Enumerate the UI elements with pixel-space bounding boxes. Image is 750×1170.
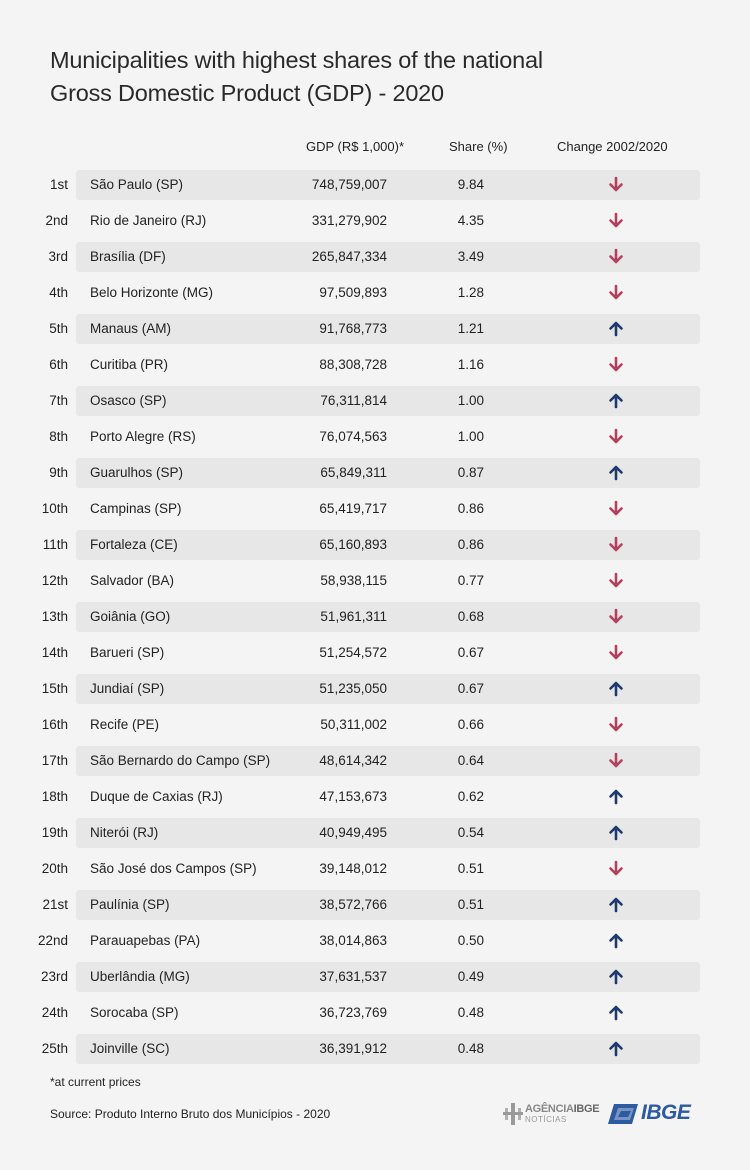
table-row [0,674,750,704]
agencia-ibge-logo [503,1102,601,1128]
row-share: 0.48 [457,1041,484,1056]
arrow-down-icon [607,535,625,555]
arrow-down-icon [607,211,625,231]
table-row [0,314,750,344]
table-row [0,422,750,452]
arrow-up-icon [607,463,625,483]
arrow-down-icon [607,499,625,519]
row-city: São José dos Campos (SP) [90,861,257,876]
row-city: Brasília (DF) [90,249,166,264]
row-rank: 4th [49,285,68,300]
row-gdp: 40,949,495 [319,825,387,840]
row-gdp: 58,938,115 [320,573,387,588]
row-rank: 18th [41,789,68,804]
table-row [0,638,750,668]
row-city: Paulínia (SP) [90,897,170,912]
row-gdp: 91,768,773 [319,321,387,336]
row-share: 0.49 [457,969,484,984]
table-row [0,962,750,992]
row-city: Curitiba (PR) [90,357,169,372]
table-row [0,170,750,200]
table-row [0,926,750,956]
table-row [0,386,750,416]
row-gdp: 65,419,717 [319,501,387,516]
row-share: 1.28 [457,285,484,300]
row-share: 0.64 [457,753,484,768]
arrow-up-icon [607,823,625,843]
row-share: 0.48 [457,1005,484,1020]
row-rank: 15th [41,681,68,696]
row-share: 1.21 [457,321,484,336]
row-gdp: 50,311,002 [320,717,387,732]
row-gdp: 39,148,012 [319,861,387,876]
row-gdp: 331,279,902 [311,213,387,228]
table-row [0,530,750,560]
footnote: *at current prices [50,1075,141,1089]
row-gdp: 36,723,769 [319,1005,387,1020]
row-gdp: 65,849,311 [320,465,387,480]
row-city: São Paulo (SP) [90,177,184,192]
table-row [0,998,750,1028]
table-row [0,602,750,632]
row-city: Salvador (BA) [90,573,175,588]
table-row [0,890,750,920]
table-row [0,494,750,524]
row-share: 3.49 [457,249,484,264]
row-city: Porto Alegre (RS) [90,429,196,444]
arrow-up-icon [607,931,625,951]
row-rank: 1st [49,177,68,192]
row-rank: 22nd [37,933,68,948]
row-city: São Bernardo do Campo (SP) [90,753,271,768]
arrow-up-icon [607,967,625,987]
row-city: Guarulhos (SP) [90,465,184,480]
table-row [0,854,750,884]
table-row [0,1034,750,1064]
row-gdp: 76,074,563 [319,429,387,444]
row-city: Manaus (AM) [90,321,172,336]
arrow-up-icon [607,679,625,699]
row-city: Goiânia (GO) [90,609,171,624]
row-share: 0.77 [457,573,484,588]
row-rank: 7th [49,393,68,408]
ibge-logo [608,1101,703,1127]
ibge-logo-icon [608,1104,638,1124]
arrow-down-icon [607,283,625,303]
row-rank: 19th [41,825,68,840]
arrow-down-icon [607,859,625,879]
table-row [0,278,750,308]
arrow-down-icon [607,643,625,663]
arrow-up-icon [607,319,625,339]
row-city: Osasco (SP) [90,393,167,408]
arrow-down-icon [607,571,625,591]
arrow-down-icon [607,175,625,195]
arrow-down-icon [607,247,625,267]
row-city: Uberlândia (MG) [90,969,190,984]
arrow-down-icon [607,355,625,375]
row-share: 0.67 [457,681,484,696]
page-title [50,44,710,110]
row-rank: 6th [49,357,68,372]
agencia-logo-icon [503,1103,523,1125]
row-city: Recife (PE) [90,717,160,732]
column-header-change: Change 2002/2020 [557,139,668,154]
arrow-up-icon [607,391,625,411]
row-rank: 25th [41,1041,68,1056]
table-row [0,746,750,776]
row-rank: 11th [42,537,68,552]
ibge-logo-text: IBGE [641,1101,691,1124]
row-rank: 21st [42,897,68,912]
row-rank: 14th [41,645,68,660]
arrow-down-icon [607,607,625,627]
row-gdp: 38,014,863 [319,933,387,948]
row-rank: 13th [41,609,68,624]
agencia-logo-line2: NOTÍCIAS [525,1115,567,1124]
row-share: 0.86 [457,501,484,516]
arrow-up-icon [607,787,625,807]
row-city: Sorocaba (SP) [90,1005,179,1020]
arrow-up-icon [607,895,625,915]
table-row [0,818,750,848]
row-city: Jundiaí (SP) [90,681,165,696]
row-gdp: 88,308,728 [319,357,387,372]
arrow-up-icon [607,1039,625,1059]
table-row [0,350,750,380]
row-city: Belo Horizonte (MG) [90,285,214,300]
table-row [0,206,750,236]
row-share: 0.51 [457,897,484,912]
arrow-down-icon [607,427,625,447]
row-share: 0.68 [457,609,484,624]
row-share: 1.00 [457,429,484,444]
row-rank: 8th [49,429,68,444]
row-city: Duque de Caxias (RJ) [90,789,223,804]
row-rank: 9th [49,465,68,480]
arrow-up-icon [607,1003,625,1023]
row-gdp: 51,254,572 [319,645,387,660]
title-line-1: Municipalities with highest shares of the national [50,47,543,73]
column-header-share: Share (%) [449,139,508,154]
row-share: 0.67 [457,645,484,660]
row-share: 1.16 [457,357,484,372]
title-line-2: Gross Domestic Product (GDP) - 2020 [50,80,444,106]
row-share: 0.50 [457,933,484,948]
arrow-down-icon [607,751,625,771]
table-row [0,458,750,488]
row-gdp: 47,153,673 [319,789,387,804]
row-city: Fortaleza (CE) [90,537,178,552]
agencia-logo-line1: AGÊNCIAIBGE [525,1103,600,1115]
row-rank: 16th [41,717,68,732]
arrow-down-icon [607,715,625,735]
row-gdp: 38,572,766 [319,897,387,912]
row-share: 1.00 [457,393,484,408]
row-rank: 17th [41,753,68,768]
column-header-gdp: GDP (R$ 1,000)* [306,139,405,154]
row-share: 9.84 [457,177,484,192]
table-row [0,710,750,740]
row-gdp: 37,631,537 [319,969,387,984]
row-rank: 20th [41,861,68,876]
table-row [0,242,750,272]
row-rank: 10th [41,501,68,516]
row-city: Parauapebas (PA) [90,933,201,948]
row-share: 0.87 [457,465,484,480]
source-note: Source: Produto Interno Bruto dos Municípios - 2020 [50,1107,331,1121]
row-city: Barueri (SP) [90,645,165,660]
row-share: 0.62 [457,789,484,804]
row-share: 0.54 [457,825,484,840]
row-gdp: 51,235,050 [319,681,387,696]
row-rank: 5th [49,321,68,336]
row-share: 0.86 [457,537,484,552]
row-gdp: 48,614,342 [319,753,387,768]
row-rank: 24th [41,1005,68,1020]
row-gdp: 36,391,912 [319,1041,387,1056]
row-rank: 12th [41,573,68,588]
row-gdp: 76,311,814 [320,393,387,408]
row-city: Joinville (SC) [90,1041,170,1056]
row-rank: 3rd [48,249,68,264]
row-share: 0.66 [457,717,484,732]
row-city: Niterói (RJ) [90,825,159,840]
row-gdp: 65,160,893 [319,537,387,552]
row-gdp: 97,509,893 [319,285,387,300]
row-rank: 2nd [45,213,68,228]
row-share: 4.35 [457,213,484,228]
row-city: Rio de Janeiro (RJ) [90,213,207,228]
row-city: Campinas (SP) [90,501,182,516]
table-row [0,566,750,596]
row-gdp: 748,759,007 [311,177,387,192]
row-share: 0.51 [457,861,484,876]
table-row [0,782,750,812]
row-gdp: 51,961,311 [320,609,387,624]
row-gdp: 265,847,334 [311,249,387,264]
row-rank: 23rd [40,969,68,984]
